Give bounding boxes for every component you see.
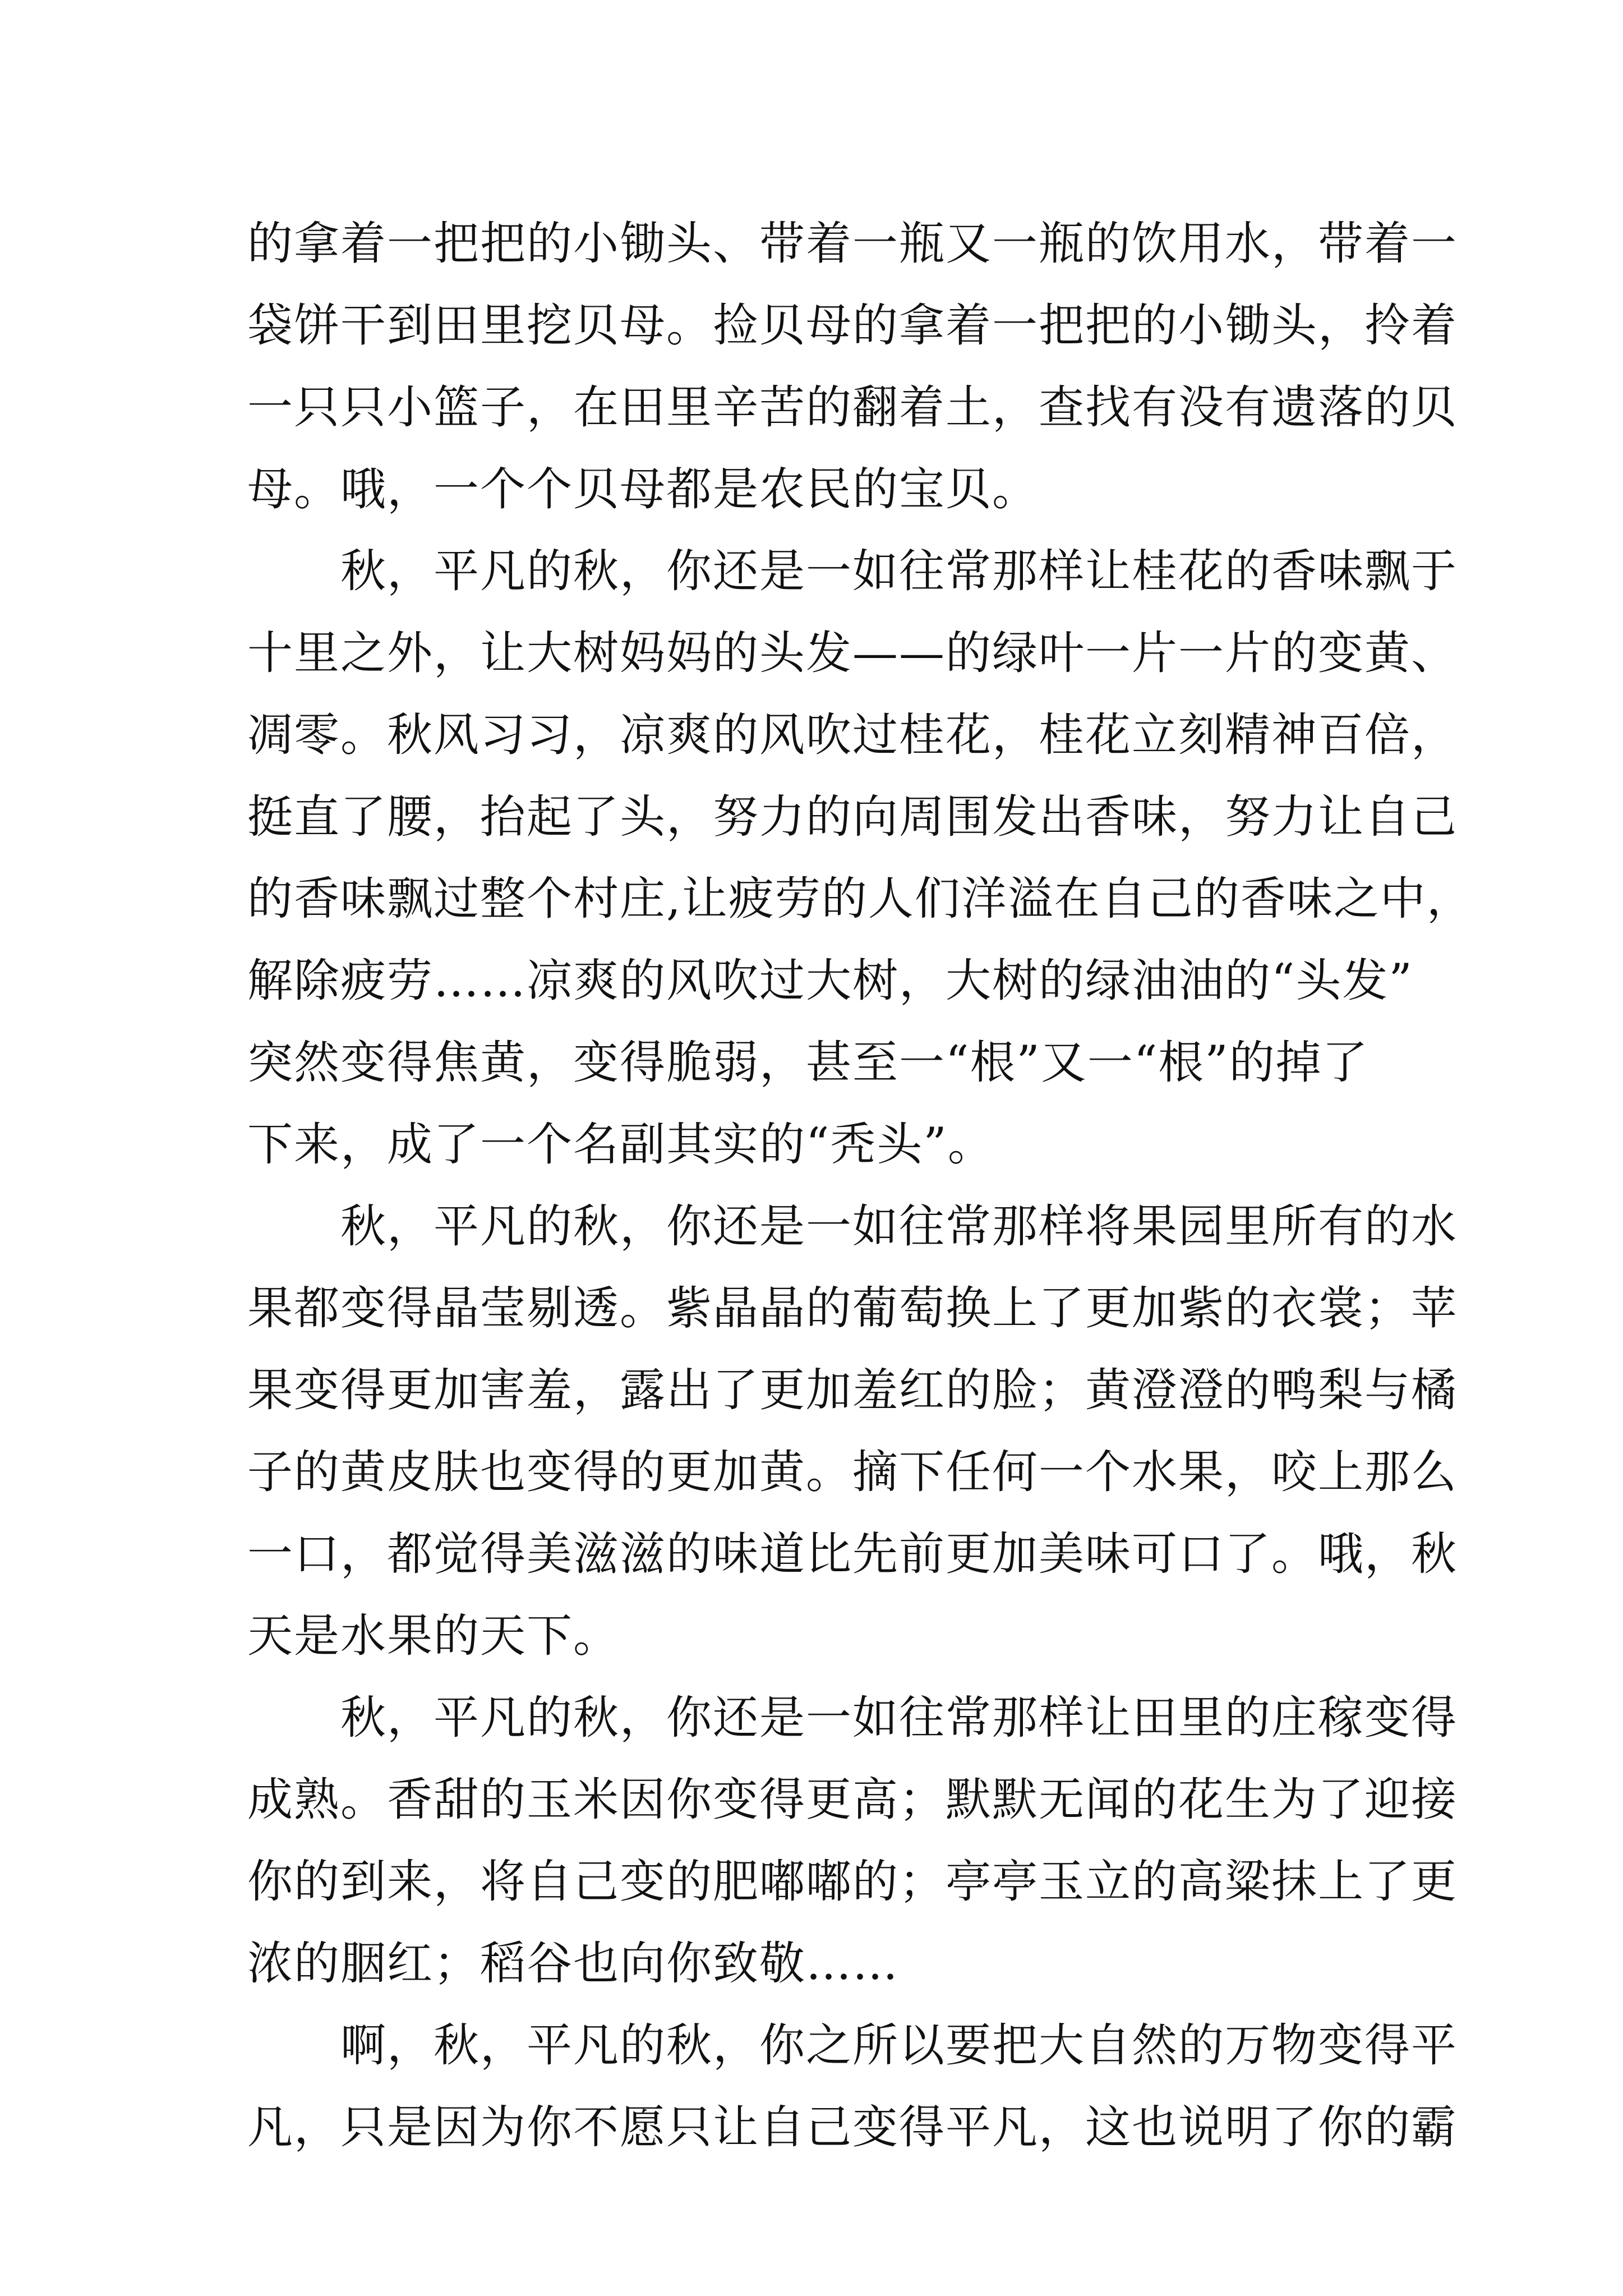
text-line: 凋零。秋风习习，凉爽的风吹过桂花，桂花立刻精神百倍， [247,709,1458,762]
text-line: 秋，平凡的秋，你还是一如往常那样让桂花的香味飘于 [247,545,1458,598]
text-line: 秋，平凡的秋，你还是一如往常那样将果园里所有的水 [247,1200,1458,1253]
text-line: 秋，平凡的秋，你还是一如往常那样让田里的庄稼变得 [247,1692,1458,1745]
text-line: 子的黄皮肤也变得的更加黄。摘下任何一个水果，咬上那么 [247,1446,1458,1499]
text-line: 啊，秋，平凡的秋，你之所以要把大自然的万物变得平 [247,2019,1458,2072]
text-line: 果变得更加害羞，露出了更加羞红的脸；黄澄澄的鸭梨与橘 [247,1364,1458,1417]
text-line: 十里之外，让大树妈妈的头发——的绿叶一片一片的变黄、 [247,627,1458,680]
text-line: 凡，只是因为你不愿只让自己变得平凡，这也说明了你的霸 [247,2101,1458,2154]
text-line: 成熟。香甜的玉米因你变得更高；默默无闻的花生为了迎接 [247,1774,1458,1826]
text-line: 袋饼干到田里挖贝母。捡贝母的拿着一把把的小锄头，拎着 [247,300,1458,352]
text-line: 你的到来，将自己变的肥嘟嘟的；亭亭玉立的高粱抹上了更 [247,1856,1458,1908]
text-line: 突然变得焦黄，变得脆弱，甚至一“根”又一“根”的掉了 [247,1037,1369,1089]
text-line: 解除疲劳……凉爽的风吹过大树，大树的绿油油的“头发” [247,955,1413,1007]
text-line: 一口，都觉得美滋滋的味道比先前更加美味可口了。哦，秋 [247,1528,1458,1581]
text-line: 果都变得晶莹剔透。紫晶晶的葡萄换上了更加紫的衣裳；苹 [247,1282,1458,1335]
text-line: 的香味飘过整个村庄,让疲劳的人们洋溢在自己的香味之中， [247,873,1473,926]
text-line: 天是水果的天下。 [247,1610,620,1663]
body-text [247,203,1473,2169]
text-line: 的拿着一把把的小锄头、带着一瓶又一瓶的饮用水，带着一 [247,218,1458,270]
text-line: 挺直了腰，抬起了头，努力的向周围发出香味，努力让自己 [247,791,1458,844]
text-line: 母。哦，一个个贝母都是农民的宝贝。 [247,463,1039,516]
text-line: 浓的胭红；稻谷也向你致敬…… [247,1938,900,1990]
text-line: 下来，成了一个名副其实的“秃头”。 [247,1119,994,1171]
text-line: 一只只小篮子，在田里辛苦的翻着土，查找有没有遗落的贝 [247,381,1458,434]
